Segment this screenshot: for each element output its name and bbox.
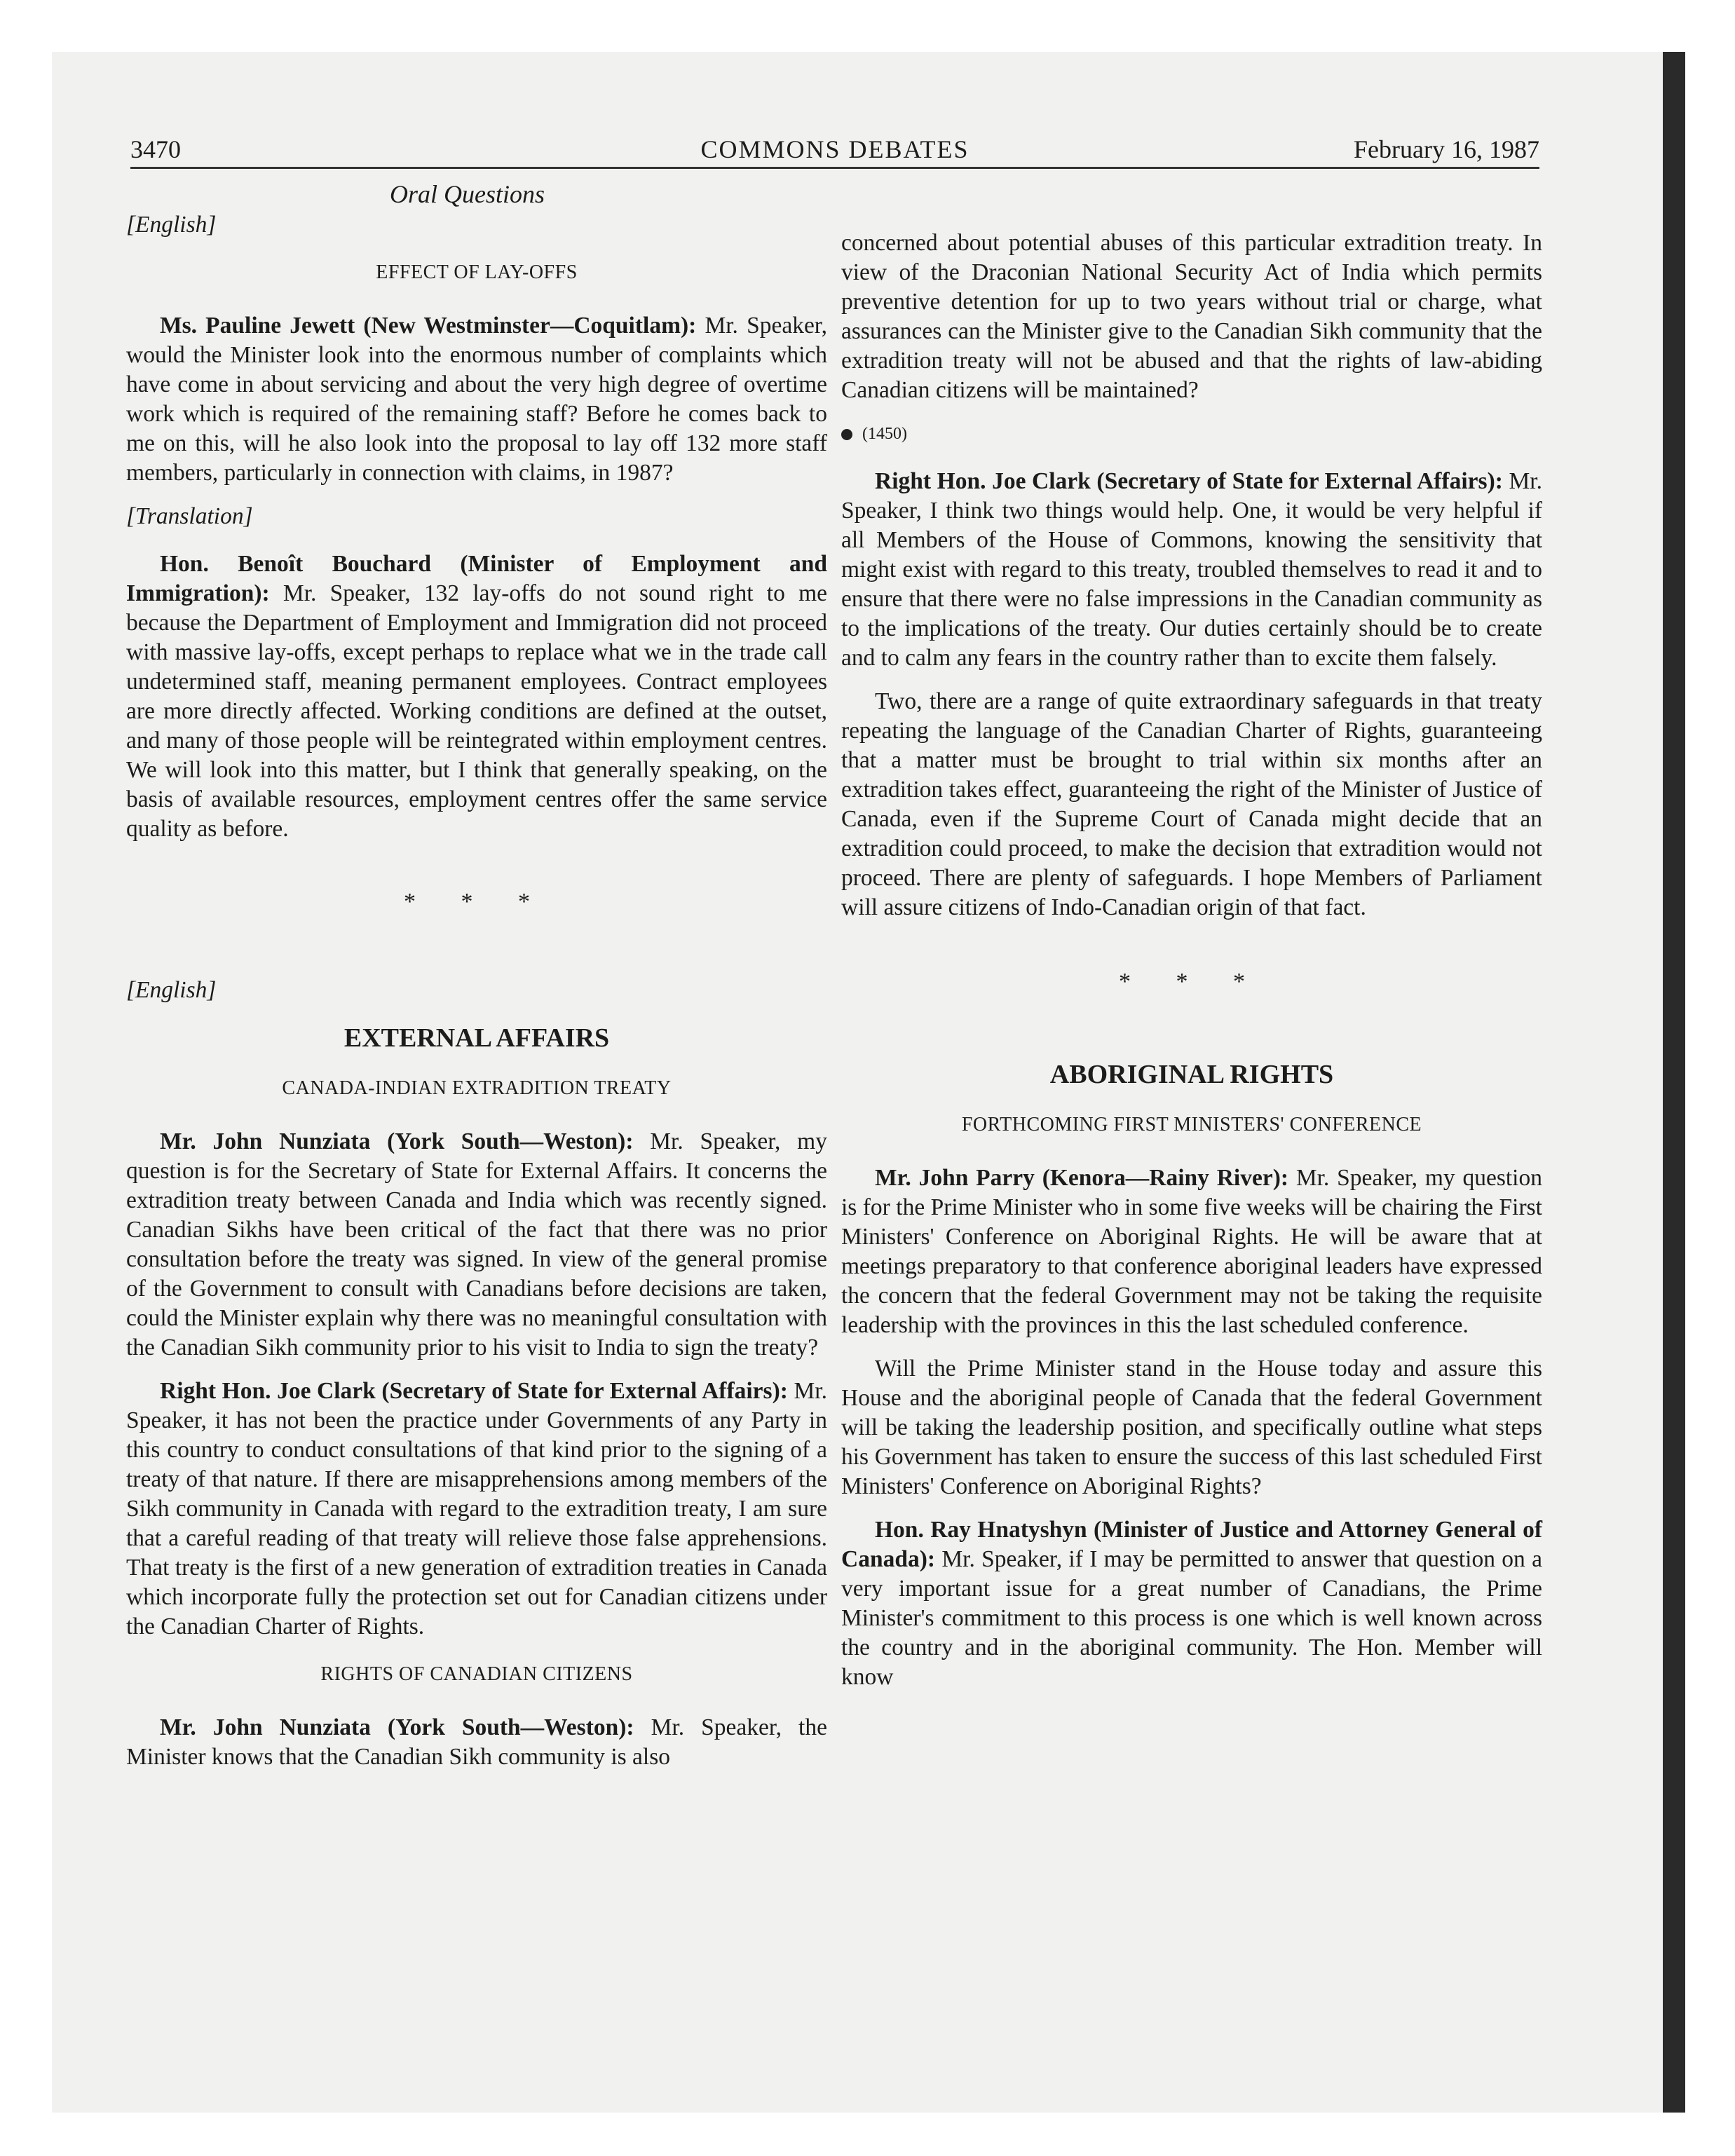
speaker-name: Mr. John Nunziata (York South—Weston): bbox=[160, 1714, 634, 1740]
right-column bbox=[841, 228, 1542, 1706]
subheading-first-ministers: FORTHCOMING FIRST MINISTERS' CONFERENCE bbox=[961, 1114, 1422, 1135]
speaker-name: Mr. John Nunziata (York South—Weston): bbox=[160, 1128, 634, 1154]
page-date: February 16, 1987 bbox=[1354, 135, 1539, 163]
paragraph-bouchard bbox=[126, 550, 827, 844]
paragraph-nunziata-2 bbox=[126, 1713, 827, 1772]
speaker-name: Hon. Ray Hnatyshyn (Minister of Justice and Attorney General of Canada): bbox=[841, 1517, 1542, 1572]
paragraph-clark-2 bbox=[841, 467, 1542, 673]
running-head: Oral Questions bbox=[390, 180, 545, 208]
publication-title: COMMONS DEBATES bbox=[700, 135, 969, 163]
section-divider: * * * bbox=[404, 889, 550, 915]
paragraph-parry bbox=[841, 1164, 1542, 1340]
paragraph-parry-2: Will the Prime Minister stand in the House today and assure this House and the aboriginal people of Canada that the federal Government will be taking the leadership position, and specifically outline what steps his Government has taken to ensure the success of this last scheduled First Ministers' Conference on Aboriginal Rights? bbox=[841, 1356, 1542, 1499]
speaker-name: Ms. Pauline Jewett (New Westminster—Coquitlam): bbox=[160, 313, 697, 339]
paragraph-hnatyshyn bbox=[841, 1515, 1542, 1692]
speech-text: Mr. Speaker, my question is for the Secretary of State for External Affairs. It concerns the extradition treaty between Canada and India which was recently signed. Canadian Sikhs have been critical of the fact that there was no prior consultation before the treaty was signed. In view of the general promise of the Government to consult with Canadians before decisions are taken, could the Minister explain why there was no meaningful consultation with the Canadian Sikh community prior to his visit to India to sign the treaty? bbox=[126, 1128, 827, 1360]
speech-text: Mr. Speaker, if I may be permitted to answer that question on a very important issue for a great number of Canadians, the Prime Minister's commitment to this process is one which is well known across the country and in the aboriginal community. The Hon. Member will know bbox=[841, 1546, 1542, 1690]
paragraph-jewett bbox=[126, 311, 827, 488]
subheading-lay-offs: EFFECT OF LAY-OFFS bbox=[376, 261, 578, 283]
section-heading-aboriginal-rights: ABORIGINAL RIGHTS bbox=[1049, 1060, 1334, 1089]
speaker-name: Right Hon. Joe Clark (Secretary of State for External Affairs): bbox=[875, 468, 1503, 494]
page-number: 3470 bbox=[130, 135, 181, 163]
subheading-rights: RIGHTS OF CANADIAN CITIZENS bbox=[320, 1663, 633, 1685]
section-heading-external-affairs: EXTERNAL AFFAIRS bbox=[343, 1023, 610, 1053]
speaker-name: Right Hon. Joe Clark (Secretary of State for External Affairs): bbox=[160, 1378, 788, 1404]
language-tag: [Translation] bbox=[126, 503, 253, 529]
subheading-extradition-treaty: CANADA-INDIAN EXTRADITION TREATY bbox=[282, 1077, 672, 1099]
bullet-icon bbox=[841, 429, 852, 440]
binding-edge bbox=[1663, 52, 1685, 2113]
speaker-name: Hon. Benoît Bouchard (Minister of Employment and Immigration): bbox=[126, 551, 827, 606]
speech-text: Mr. Speaker, I think two things would help. One, it would be very helpful if all Members of the House of Commons, knowing the sensitivity that might exist with regard to this treaty, troubled themselves to read it and to ensure that there were no false impressions in the Canadian community as to the implications of the treaty. Our duties certainly should be to create and to calm any fears in the country rather than to excite them falsely. bbox=[841, 468, 1542, 671]
language-tag: [English] bbox=[126, 977, 217, 1003]
time-marker: (1450) bbox=[841, 419, 1542, 449]
paragraph-continued: concerned about potential abuses of this particular extradition treaty. In view of the Draconian National Security Act of India which permits preventive detention for up to two years without trial or charge, what assurances can the Minister give to the Canadian Sikh community that the extradition treaty will not be abused and that the rights of law-abiding Canadian citizens will be maintained? bbox=[841, 230, 1542, 403]
left-column bbox=[126, 210, 827, 1786]
section-divider: * * * bbox=[1119, 969, 1265, 995]
paragraph-nunziata bbox=[126, 1127, 827, 1363]
paragraph-clark bbox=[126, 1377, 827, 1642]
paragraph-safeguards: Two, there are a range of quite extraordinary safeguards in that treaty repeating the language of the Canadian Charter of Rights, guaranteeing that a matter must be brought to trial within six months after an extradition takes effect, guaranteeing the right of the Minister of Justice of Canada, even if the Supreme Court of Canada might decide that an extradition could proceed, to make the decision that extradition would not proceed. There are plenty of safeguards. I hope Members of Parliament will assure citizens of Indo-Canadian origin of that fact. bbox=[841, 688, 1542, 920]
speaker-name: Mr. John Parry (Kenora—Rainy River): bbox=[875, 1165, 1289, 1191]
speech-text: Mr. Speaker, my question is for the Prime Minister who in some five weeks will be chairing the First Ministers' Conference on Aboriginal Rights. He will be aware that at meetings preparatory to that conference aboriginal leaders have expressed the concern that the federal Government may not be taking the requisite leadership with the provinces in this the last scheduled conference. bbox=[841, 1165, 1542, 1338]
speech-text: Mr. Speaker, the Minister knows that the Canadian Sikh community is also bbox=[126, 1714, 827, 1770]
speech-text: Mr. Speaker, it has not been the practice under Governments of any Party in this country to conduct consultations of that kind prior to the signing of a treaty of that nature. If there are misapprehensions among members of the Sikh community in Canada with regard to the extradition treaty, I am sure that a careful reading of that treaty will relieve those false apprehensions. That treaty is the first of a new generation of extradition treaties in Canada which incorporate fully the protection set out for Canadian citizens under the Canadian Charter of Rights. bbox=[126, 1378, 827, 1639]
language-tag: [English] bbox=[126, 212, 217, 238]
page-header bbox=[130, 122, 1539, 169]
speech-text: Mr. Speaker, 132 lay-offs do not sound right to me because the Department of Employment and Immigration did not proceed with massive lay-offs, except perhaps to replace what we in the trade call undetermined staff, meaning permanent employees. Contract employees are more directly affected. Working conditions are defined at the outset, and many of those people will be reintegrated within employment centres. We will look into this matter, but I think that generally speaking, on the basis of available resources, employment centres offer the same service quality as before. bbox=[126, 580, 827, 842]
speech-text: Mr. Speaker, would the Minister look into the enormous number of complaints which have come in about servicing and about the very high degree of overtime work which is required of the remaining staff? Before he comes back to me on this, will he also look into the proposal to lay off 132 more staff members, particularly in connection with claims, in 1987? bbox=[126, 313, 828, 486]
